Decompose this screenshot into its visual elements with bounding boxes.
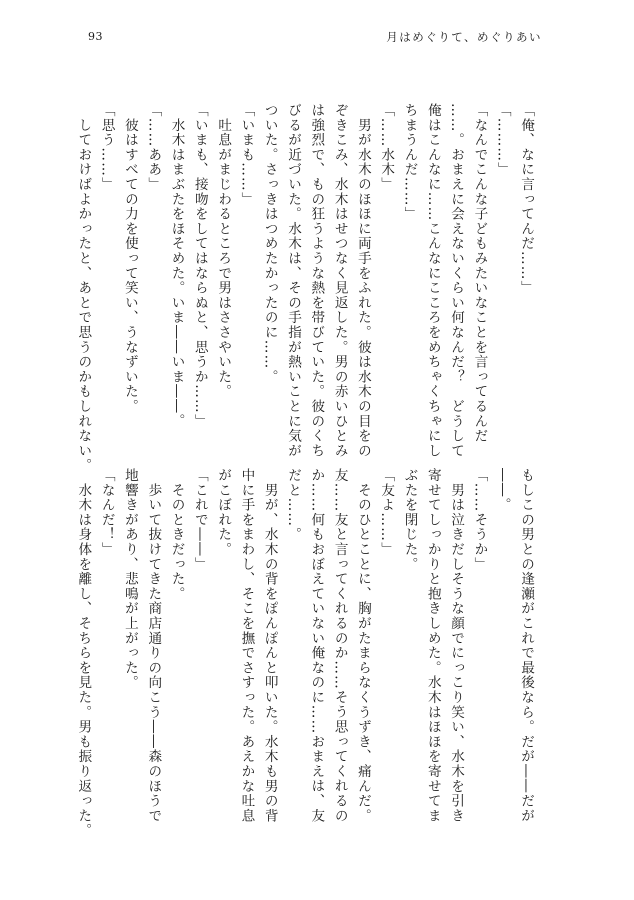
text-block-bottom (71, 468, 537, 838)
text-line: ちまうんだ……」 (401, 103, 418, 222)
text-line: 「思う……」 (98, 103, 115, 192)
text-line: 男が水木のほほに両手をふれた。彼は水木の目をの (354, 103, 371, 459)
text-line: 「なんでこんな子どもみたいなことを言ってるんだ (471, 103, 488, 444)
text-line: 「これで――」 (191, 468, 208, 572)
text-line: 彼はすべての力を使って笑い、うなずいた。 (121, 103, 138, 414)
text-line: 「……水木」 (378, 103, 395, 192)
text-line: びるが近づいた。水木は、その手指が熱いことに気が (285, 103, 302, 459)
text-line: 中に手をまわし、そこを撫でさすった。あえかな吐息 (238, 468, 255, 824)
text-line: 「なんだ！」 (98, 468, 115, 557)
text-line: ついた。さっきはつめたかったのに……。 (261, 103, 278, 385)
text-line: ――。 (494, 468, 511, 513)
text-line: 「………」 (494, 103, 511, 177)
text-block-top (71, 103, 537, 473)
text-line: 男が、水木の背をぽんぽんと叩いた。水木も男の背 (261, 468, 278, 824)
text-line: ……。おまえに会えないくらい何なんだ？ どうして (448, 103, 465, 459)
text-line: そのときだった。 (168, 468, 185, 602)
text-line: 地響きがあり、悲鳴が上がった。 (121, 468, 138, 690)
text-line: 俺はこんなに……こんなにこころをめちゃくちゃにし (424, 103, 441, 459)
text-line: 男は泣きだしそうな顔でにっこり笑い、水木を引き (448, 468, 465, 824)
text-line: がこぼれた。 (215, 468, 232, 557)
text-line: 「いまも……」 (238, 103, 255, 207)
text-line: 「……そうか」 (471, 468, 488, 572)
text-line: しておけばよかったと、あとで思うのかもしれない。 (75, 103, 92, 473)
running-title: 月はめぐりて、めぐりあい (386, 30, 542, 44)
text-line: 歩いて抜けてきた商店通りの向こう――森のほうで (145, 468, 162, 824)
text-line: 水木は身体を離し、そちらを見た。男も振り返った。 (75, 468, 92, 838)
text-line: ぶたを閉じた。 (401, 468, 418, 572)
text-line: は強烈で、もの狂うような熱を帯びていた。彼のくち (308, 103, 325, 459)
text-line: 吐息がまじわるところで男はささやいた。 (215, 103, 232, 399)
text-line: 寄せてしっかりと抱きしめた。水木はほほを寄せてま (424, 468, 441, 824)
page-number: 93 (88, 30, 103, 43)
text-line: 友……友と言ってくれるのか……そう思ってくれるの (331, 468, 348, 824)
text-line: 「俺、なに言ってんだ……」 (518, 103, 534, 296)
text-line: 水木はまぶたをほそめた。いま――いま――。 (168, 103, 185, 429)
text-line: 「いまも、接吻をしてはならぬと、思うか……」 (191, 103, 208, 429)
text-line: もしこの男との逢瀬がこれで最後なら。だが――だが (518, 468, 534, 824)
text-line: 「友よ……」 (378, 468, 395, 557)
text-line: だと……。 (285, 468, 302, 542)
text-line: そのひとことに、胸がたまらなくうずき、痛んだ。 (354, 468, 371, 824)
text-line: 「……ああ」 (145, 103, 162, 192)
text-line: か……何もおぼえていない俺なのに……おまえは、友 (308, 468, 325, 824)
text-line: ぞきこみ、水木はせつなく見返した。男の赤いひとみ (331, 103, 348, 459)
